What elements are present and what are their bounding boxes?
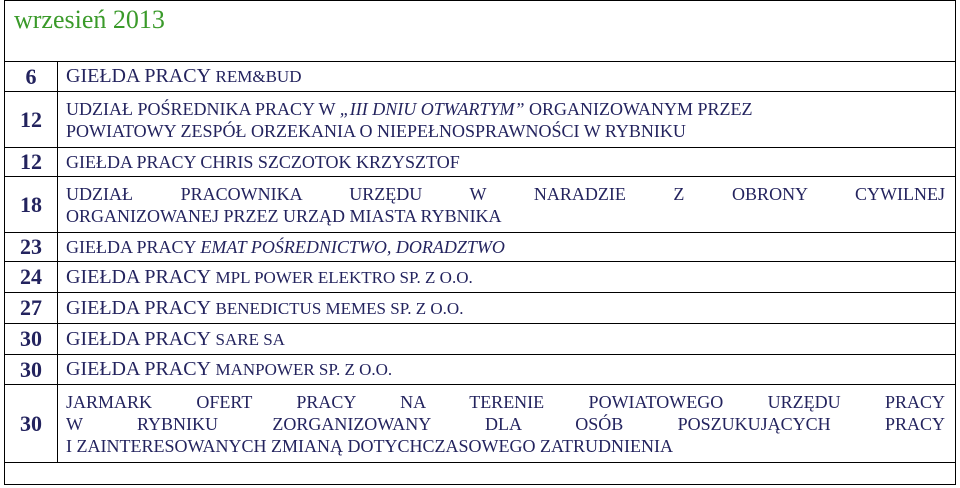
table-row <box>5 262 956 293</box>
day-cell: 12 <box>5 92 58 148</box>
description-cell: GIEŁDA PRACY BENEDICTUS MEMES SP. Z O.O. <box>58 293 956 324</box>
description-cell: JARMARK OFERT PRACY NA TERENIE POWIATOWEGO URZĘDU PRACY W RYBNIKU ZORGANIZOWANY DLA OSÓB POSZUKUJĄCYCH PRACY I ZAINTERESOWANYCH ZMIANĄ DOTYCHCZASOWEGO ZATRUDNIENIA <box>58 385 956 463</box>
table-row <box>5 385 956 463</box>
description-cell: GIEŁDA PRACY REM&BUD <box>58 62 956 92</box>
day-cell: 12 <box>5 148 58 177</box>
table-row <box>5 148 956 177</box>
month-title: wrzesień 2013 <box>14 5 165 34</box>
day-cell: 27 <box>5 293 58 324</box>
description-cell: GIEŁDA PRACY CHRIS SZCZOTOK KRZYSZTOF <box>58 148 956 177</box>
table-row <box>5 324 956 355</box>
table-row <box>5 62 956 92</box>
table-row <box>5 92 956 148</box>
day-cell: 30 <box>5 324 58 355</box>
description-cell: GIEŁDA PRACY MANPOWER SP. Z O.O. <box>58 355 956 385</box>
table-row <box>5 233 956 262</box>
description-cell: GIEŁDA PRACY SARE SA <box>58 324 956 355</box>
description-cell: GIEŁDA PRACY EMAT POŚREDNICTWO, DORADZTWO <box>58 233 956 262</box>
day-cell: 23 <box>5 233 58 262</box>
day-cell: 30 <box>5 355 58 385</box>
table-row <box>5 355 956 385</box>
description-cell: UDZIAŁ POŚREDNIKA PRACY W „III DNIU OTWARTYM” ORGANIZOWANYM PRZEZ POWIATOWY ZESPÓŁ ORZEKANIA O NIEPEŁNOSPRAWNOŚCI W RYBNIKU <box>58 92 956 148</box>
events-table <box>4 61 956 463</box>
day-cell: 18 <box>5 177 58 233</box>
day-cell: 6 <box>5 62 58 92</box>
table-row <box>5 293 956 324</box>
description-cell: GIEŁDA PRACY MPL POWER ELEKTRO SP. Z O.O. <box>58 262 956 293</box>
description-cell: UDZIAŁ PRACOWNIKA URZĘDU W NARADZIE Z OBRONY CYWILNEJ ORGANIZOWANEJ PRZEZ URZĄD MIASTA RYBNIKA <box>58 177 956 233</box>
day-cell: 24 <box>5 262 58 293</box>
table-row <box>5 177 956 233</box>
day-cell: 30 <box>5 385 58 463</box>
